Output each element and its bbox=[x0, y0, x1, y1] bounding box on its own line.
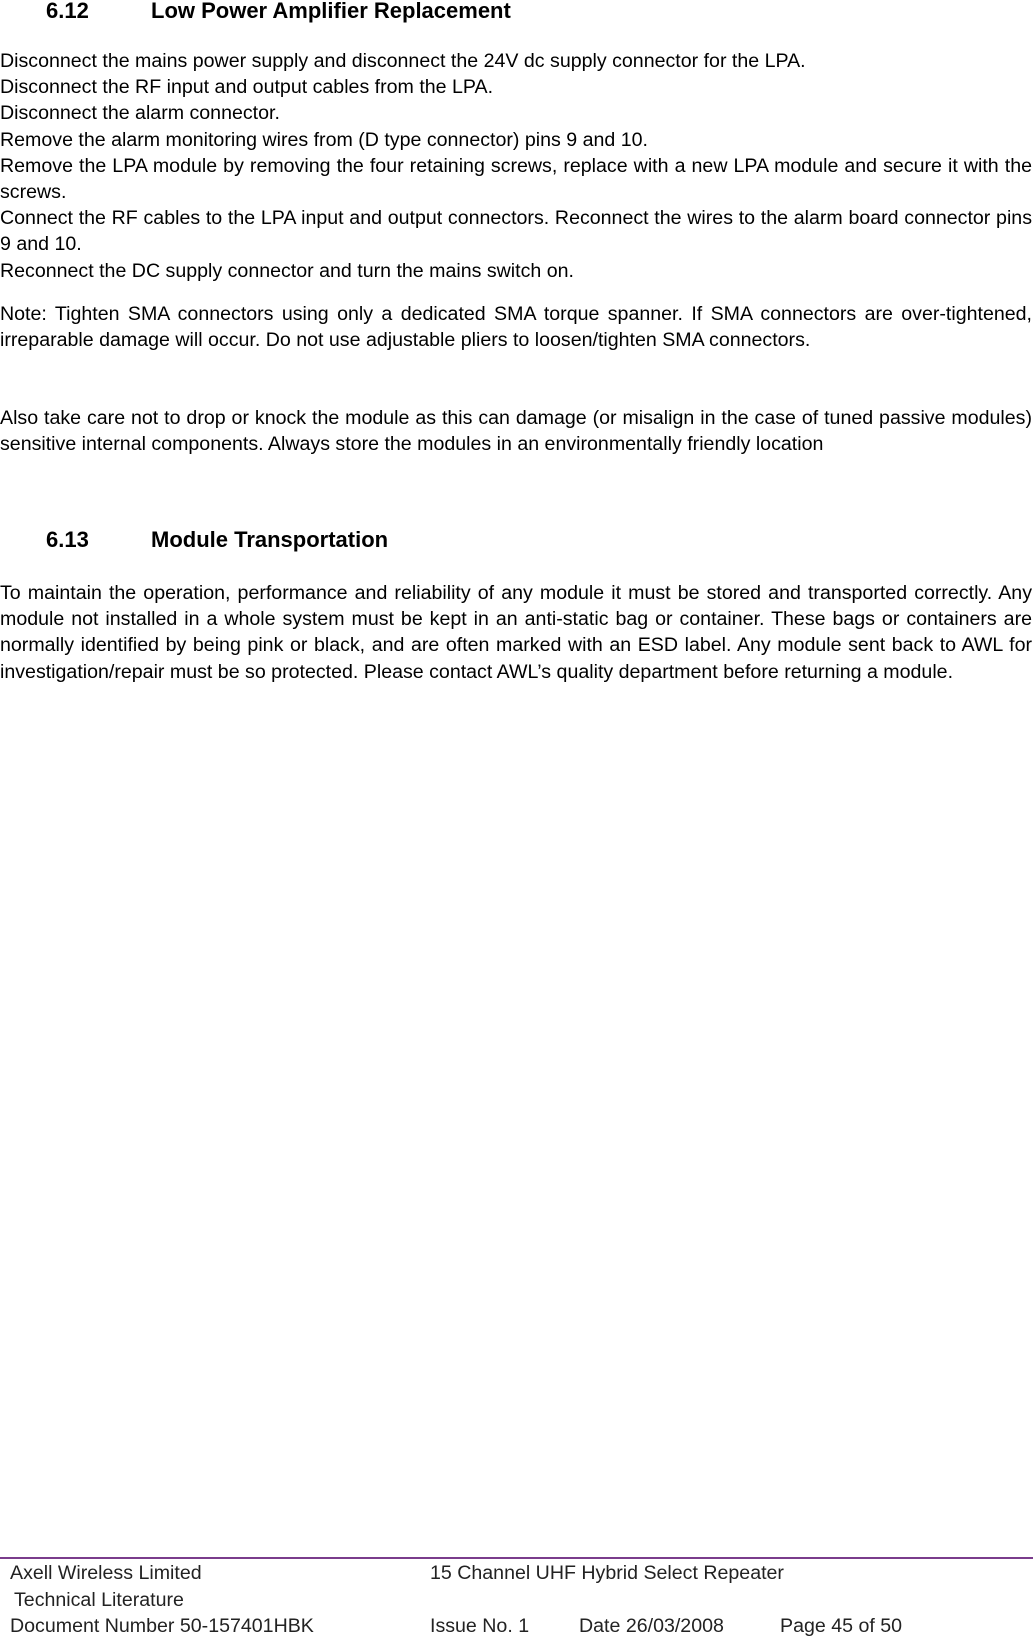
lpa-replacement-steps bbox=[0, 48, 1032, 284]
section-number: 6.13 bbox=[46, 527, 89, 552]
step-3: Disconnect the alarm connector. bbox=[0, 102, 280, 125]
section-heading-6-12 bbox=[46, 0, 511, 24]
footer-page-number: Page 45 of 50 bbox=[780, 1615, 903, 1637]
sma-note bbox=[0, 301, 1032, 353]
care-paragraph-block bbox=[0, 405, 1032, 457]
step-4: Remove the alarm monitoring wires from (D type connector) pins 9 and 10. bbox=[0, 128, 648, 151]
note-paragraph: Note: Tighten SMA connectors using only a dedicated SMA torque spanner. If SMA connectors are over-tightened, irreparable damage will occur. Do not use adjustable pliers to loosen/tighten SMA connectors. bbox=[0, 303, 1032, 352]
section-number: 6.12 bbox=[46, 0, 89, 23]
footer-issue: Issue No. 1 bbox=[430, 1615, 530, 1637]
transportation-paragraph-block bbox=[0, 580, 1032, 685]
step-7: Reconnect the DC supply connector and turn the mains switch on. bbox=[0, 259, 574, 282]
footer-subtitle: Technical Literature bbox=[14, 1589, 184, 1611]
step-5: Remove the LPA module by removing the four retaining screws, replace with a new LPA module and secure it with the screws. bbox=[0, 154, 1032, 204]
transportation-paragraph: To maintain the operation, performance and reliability of any module it must be stored and transported correctly. Any module not installed in a whole system must be kept in an anti-static bag or container. These bags or containers are normally identified by being pink or black, and are often marked with an ESD label. Any module sent back to AWL for investigation/repair must be so protected. Please contact AWL’s quality department before returning a module. bbox=[0, 582, 1032, 683]
footer-rule bbox=[0, 1557, 1033, 1559]
section-heading-6-13 bbox=[46, 527, 388, 553]
step-1: Disconnect the mains power supply and disconnect the 24V dc supply connector for the LPA. bbox=[0, 50, 806, 72]
footer-product: 15 Channel UHF Hybrid Select Repeater bbox=[430, 1562, 784, 1584]
footer-date: Date 26/03/2008 bbox=[579, 1615, 724, 1637]
care-paragraph: Also take care not to drop or knock the module as this can damage (or misalign in the case of tuned passive modules) sensitive internal components. Always store the modules in an environmentally friendly location bbox=[0, 407, 1032, 456]
section-title: Module Transportation bbox=[151, 527, 389, 552]
step-2: Disconnect the RF input and output cables from the LPA. bbox=[0, 76, 494, 99]
footer-company: Axell Wireless Limited bbox=[10, 1562, 202, 1584]
step-6: Connect the RF cables to the LPA input and output connectors. Reconnect the wires to the alarm board connector pins 9 and 10. bbox=[0, 207, 1032, 256]
footer-document-number: Document Number 50-157401HBK bbox=[10, 1615, 314, 1637]
section-title: Low Power Amplifier Replacement bbox=[151, 0, 511, 23]
